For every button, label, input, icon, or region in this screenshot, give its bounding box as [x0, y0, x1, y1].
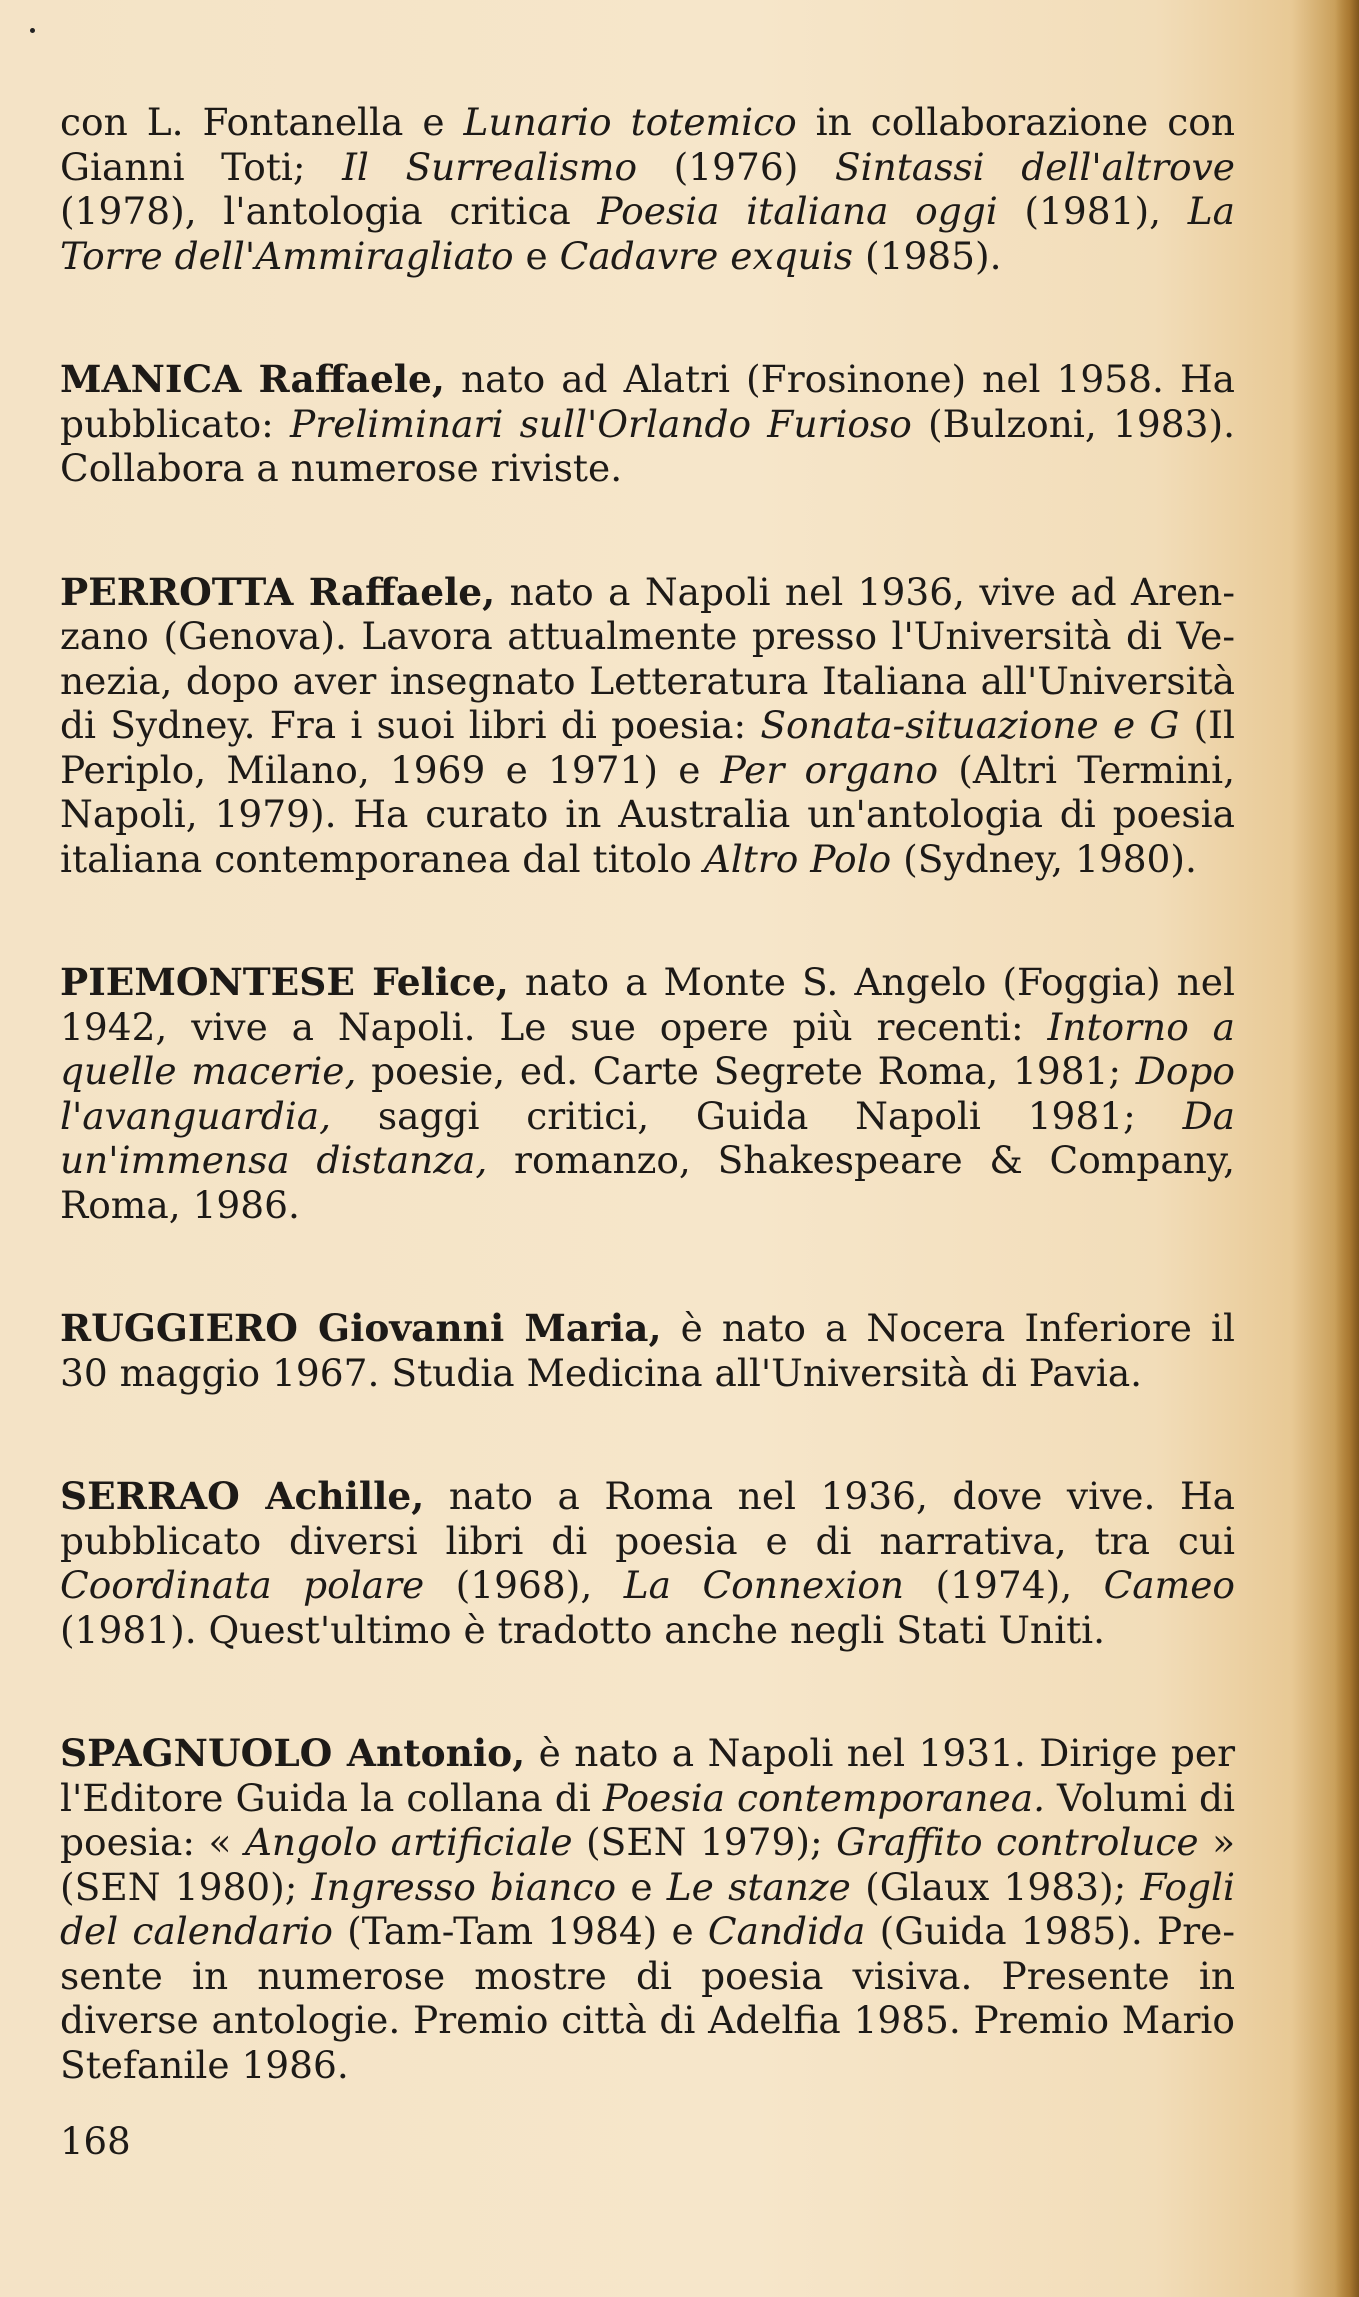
entry-text: (Tam-Tam 1984) e [332, 1909, 708, 1953]
entry-text: (SEN 1979); [572, 1820, 837, 1864]
entry-text: (Sydney, 1980). [891, 836, 1197, 881]
entry-text: romanzo, Shakespeare & Company, Roma, 1986. [60, 1138, 1235, 1227]
entry-text: (Guida 1985). Presente in numerose mostre di poesia visiva. Presente in diverse antologie. Premio città di Adelfia 1985. Premio Mario Stefanile 1986. [60, 1909, 1235, 2087]
entry-piemontese [60, 960, 1235, 1227]
work-title: Dopo l'avanguardia, [60, 1049, 1235, 1138]
entry-ruggiero [60, 1306, 1235, 1395]
work-title: Graffito controluce [836, 1820, 1199, 1864]
work-title: Cadavre exquis [559, 233, 854, 278]
page-edge-shadow [1335, 0, 1359, 2297]
author-name: SPAGNUOLO Antonio, [60, 1731, 526, 1775]
entry-text: nato a Monte S. Angelo (Foggia) nel 1942, vive a Napoli. Le sue opere più recenti: [60, 960, 1235, 1049]
entry-text: nato a Roma nel 1936, dove vive. Ha pubblicato diversi libri di poesia e di narrativa, tra cui [60, 1474, 1236, 1563]
entry-text: saggi critici, Guida Napoli 1981; [331, 1093, 1183, 1138]
entry-text: in collaborazione con Gianni Toti; [60, 100, 1235, 189]
entry-text: e [513, 233, 560, 278]
bio-notes-page [60, 100, 1235, 2166]
work-title: Poesia italiana oggi [597, 189, 998, 233]
work-title: Da un'immensa distanza, [60, 1093, 1235, 1182]
print-speck [30, 28, 35, 33]
entry-text: (1976) [637, 144, 835, 189]
entry-text: nato a Napoli nel 1936, vive ad Arenzano (Genova). Lavora attualmente presso l'Università di Venezia, dopo aver insegnato Letteratura Italiana all'Università di Sydney. Fra i suoi libri di poesia: [60, 569, 1235, 747]
entry-text: è nato a Napoli nel 1931. Dirige per l'Editore Guida la collana di [60, 1731, 1235, 1820]
author-name: SERRAO Achille, [60, 1474, 425, 1518]
author-name: PIEMONTESE Felice, [60, 960, 509, 1004]
entry-text: (Altri Termini, Napoli, 1979). Ha curato in Australia un'antologia di poesia italiana contemporanea dal titolo [60, 747, 1236, 881]
entry-text: (1978), l'antologia critica [60, 189, 598, 233]
work-title: Intorno a quelle macerie, [60, 1004, 1235, 1093]
work-title: Coordinata polare [60, 1563, 425, 1607]
work-title: Sintassi dell'altrove [834, 144, 1235, 189]
entry-text: (1981), [997, 189, 1188, 233]
work-title: Le stanze [666, 1864, 851, 1909]
work-title: Preliminari sull'Orlando Furioso [290, 401, 912, 446]
author-name: PERROTTA Raffaele, [60, 569, 496, 614]
entry-text: (1968), [424, 1563, 624, 1607]
entry-text: (1974), [904, 1563, 1104, 1607]
work-title: La Connexion [623, 1563, 905, 1607]
author-name: RUGGIERO Giovanni Maria, [60, 1306, 662, 1350]
work-title: Ingresso bianco [311, 1864, 617, 1909]
work-title: Candida [707, 1909, 866, 1953]
entry-text: Volumi di poesia: « [60, 1775, 1235, 1864]
entry-serrao [60, 1474, 1235, 1652]
entry-text: (Glaux 1983); [850, 1864, 1141, 1909]
entry-perrotta [60, 570, 1235, 882]
entry-text: (1985). [853, 233, 1002, 278]
author-name: MANICA Raffaele, [60, 357, 445, 401]
entry-text: e [616, 1864, 667, 1909]
work-title: Altro Polo [703, 836, 892, 881]
entry-text: (1981). Quest'ultimo è tradotto anche negli Stati Uniti. [60, 1607, 1106, 1652]
work-title: Angolo artificiale [244, 1820, 573, 1864]
work-title: La Torre dell'Ammiragliato [60, 189, 1235, 278]
entry-text: nato ad Alatri (Frosinone) nel 1958. Ha pubblicato: [60, 357, 1235, 446]
entry-text: (Il Periplo, Milano, 1969 e 1971) e [60, 703, 1235, 792]
entry-manica [60, 357, 1235, 491]
work-title: Poesia contemporanea. [602, 1775, 1045, 1820]
work-title: Sonata-situazione e G [760, 703, 1180, 747]
work-title: Fogli del calendario [60, 1864, 1235, 1953]
entry-spagnuolo [60, 1731, 1235, 2087]
page-number: 168 [60, 2120, 131, 2163]
entry-text: poesie, ed. Carte Segrete Roma, 1981; [356, 1049, 1136, 1093]
entry-continuation [60, 100, 1235, 278]
entry-text: con L. Fontanella e [60, 100, 464, 144]
entry-text: (Bulzoni, 1983). Collabora a numerose riviste. [60, 401, 1236, 490]
work-title: Cameo [1103, 1563, 1235, 1607]
work-title: Il Surrealismo [342, 144, 638, 189]
work-title: Lunario totemico [463, 100, 797, 144]
work-title: Per organo [720, 747, 939, 792]
entry-text: » (SEN 1980); [60, 1820, 1236, 1909]
entry-text: è nato a Nocera Inferiore il 30 maggio 1967. Studia Medicina all'Università di Pavia. [60, 1306, 1236, 1395]
